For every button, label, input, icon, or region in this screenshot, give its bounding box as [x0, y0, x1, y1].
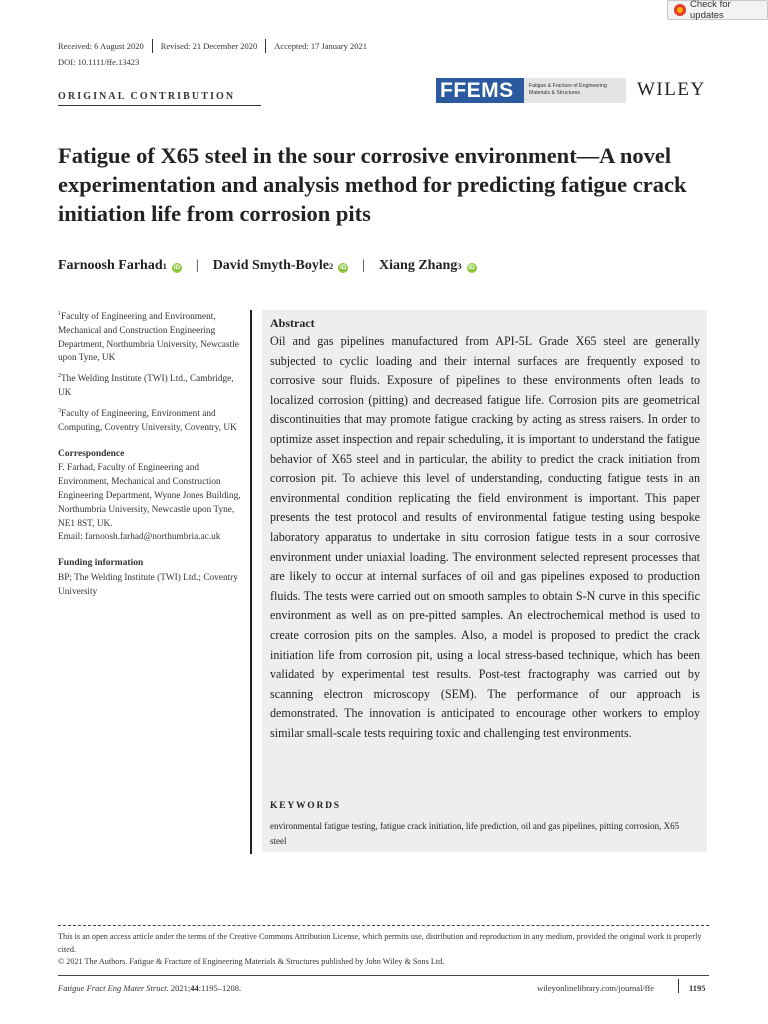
author-name[interactable]: Farnoosh Farhad [58, 258, 163, 273]
column-divider [250, 310, 252, 854]
author-divider: | [362, 258, 366, 273]
affiliation [58, 308, 248, 366]
author-affiliation-sup: 2 [328, 261, 334, 271]
publisher-logo: WILEY [637, 79, 706, 100]
accepted-date: Accepted: 17 January 2021 [274, 41, 368, 51]
article-title: Fatigue of X65 steel in the sour corrosive environment—A novel experimentation and analysis method for predicting fatigue crack initiation life from corrosion pits [58, 143, 687, 226]
page-number: 1195 [689, 983, 706, 993]
affiliation-sup: 3 [58, 407, 61, 414]
affiliation-text: Faculty of Engineering and Environment, Mechanical and Construction Engineering Department, Northumbria University, Newcastle upon Tyne, UK [58, 312, 239, 364]
check-for-updates-label: Check for updates [690, 0, 731, 21]
revised-date: Revised: 21 December 2020 [160, 41, 258, 51]
citation-volume: 44 [190, 983, 199, 993]
journal-logo-subtitle: Fatigue & Fracture of Engineering Materials & Structures [524, 78, 626, 103]
affiliation-text: Faculty of Engineering, Environment and Computing, Coventry University, Coventry, UK [58, 409, 237, 433]
keywords-text: environmental fatigue testing, fatigue crack initiation, life prediction, oil and gas pipelines, pitting corrosion, X65 steel [270, 821, 680, 846]
section-underline [58, 105, 261, 106]
copyright-notice: © 2021 The Authors. Fatigue & Fracture of Engineering Materials & Structures published by John Wiley & Sons Ltd. [58, 957, 445, 966]
journal-logo [436, 78, 626, 103]
affiliation-text: The Welding Institute (TWI) Ltd., Cambridge, UK [58, 374, 234, 399]
citation-journal: Fatigue Fract Eng Mater Struct. [58, 983, 169, 993]
affiliation [58, 370, 248, 401]
abstract-heading: Abstract [270, 316, 315, 330]
citation-year: 2021; [170, 983, 191, 993]
abstract-text: Oil and gas pipelines manufactured from API-5L Grade X65 steel are generally subjected to cyclic loading and their internal surfaces are frequently exposed to corrosive sour fluids. Exposure of pipelines to these environments often leads to localized corrosion (pitting) and decreased fatigue life. Corrosion pits are geometrical discontinuities that may promote fatigue cracking by acting as stress raisers. In order to optimize asset inspection and repair scheduling, it is important to understand the fatigue behavior of X65 steel and in particular, the ability to predict the crack initiation from corrosion pit. To achieve this level of understanding, conducting fatigue tests in an environmental condition replicating the field environment is important. This paper presents the test protocol and results of environmental fatigue testing using bespoke laboratory apparatus to undertake in situ corrosion fatigue tests in a sour corrosive environment under uniaxial loading. The environment selected represent processes that are likely to occur at internal surfaces of oil and gas pipelines exposed to production fluids. The tests were carried out on smooth samples to obtain S-N curve in this specific environment as well as on pre-pitted samples. An electrochemical method is used to create corrosion pits on the samples. Also, a model is proposed to predict the crack initiation life from corrosion pit, using a local stress-based technique, which has been validated by experimental test results. Post-test fractography was carried out by scanning electron microscopy (SEM). The performance of our approach is demonstrated. The innovation is anticipated to encourage other workers to employ similar small-scale tests requiring toxic and challenging test environments. [270, 334, 700, 740]
orcid-icon[interactable]: iD [339, 264, 347, 271]
doi[interactable]: DOI: 10.1111/ffe.13423 [58, 57, 140, 67]
page-number-divider [678, 979, 679, 993]
affiliation [58, 405, 248, 436]
date-divider [265, 39, 266, 53]
footer-rule [58, 975, 709, 976]
citation-pages: :1195–1208. [198, 983, 242, 993]
keywords-heading: KEYWORDS [270, 801, 341, 811]
correspondence-text: F. Farhad, Faculty of Engineering and Environment, Mechanical and Construction Engineering Department, Wynne Jones Building, Northumbria University, Newcastle upon Tyne, NE1 8ST, UK. [58, 463, 241, 529]
author-name[interactable]: Xiang Zhang [379, 258, 458, 273]
correspondence-email[interactable]: Email: farnoosh.farhad@northumbria.ac.uk [58, 532, 221, 543]
affiliation-sup: 1 [58, 311, 61, 317]
received-date: Received: 6 August 2020 [58, 41, 144, 51]
funding-heading: Funding information [58, 558, 144, 569]
citation-line [58, 983, 241, 993]
author-affiliation-sup: 1 [162, 261, 167, 271]
footer-divider [58, 925, 709, 926]
section-label: ORIGINAL CONTRIBUTION [58, 91, 236, 102]
author-list [58, 258, 477, 274]
correspondence-heading: Correspondence [58, 448, 125, 459]
orcid-icon[interactable]: iD [173, 264, 181, 271]
author-divider: | [195, 258, 199, 273]
article-dates [58, 39, 367, 53]
orcid-icon[interactable]: iD [468, 264, 475, 271]
journal-url[interactable]: wileyonlinelibrary.com/journal/ffe [537, 983, 655, 993]
funding-text: BP; The Welding Institute (TWI) Ltd.; Coventry University [58, 573, 238, 597]
check-for-updates-button[interactable] [667, 0, 768, 20]
author-affiliation-sup: 3 [457, 261, 462, 271]
license-notice: This is an open access article under the terms of the Creative Commons Attribution License, which permits use, distribution and reproduction in any medium, provided the original work is properly cited. [58, 932, 702, 954]
crossmark-icon [674, 4, 686, 16]
article-info-column [58, 308, 248, 600]
date-divider [152, 39, 153, 53]
journal-logo-mark: FFEMS [436, 78, 524, 103]
author-name[interactable]: David Smyth-Boyle [212, 258, 329, 273]
affiliation-sup: 2 [58, 373, 61, 380]
